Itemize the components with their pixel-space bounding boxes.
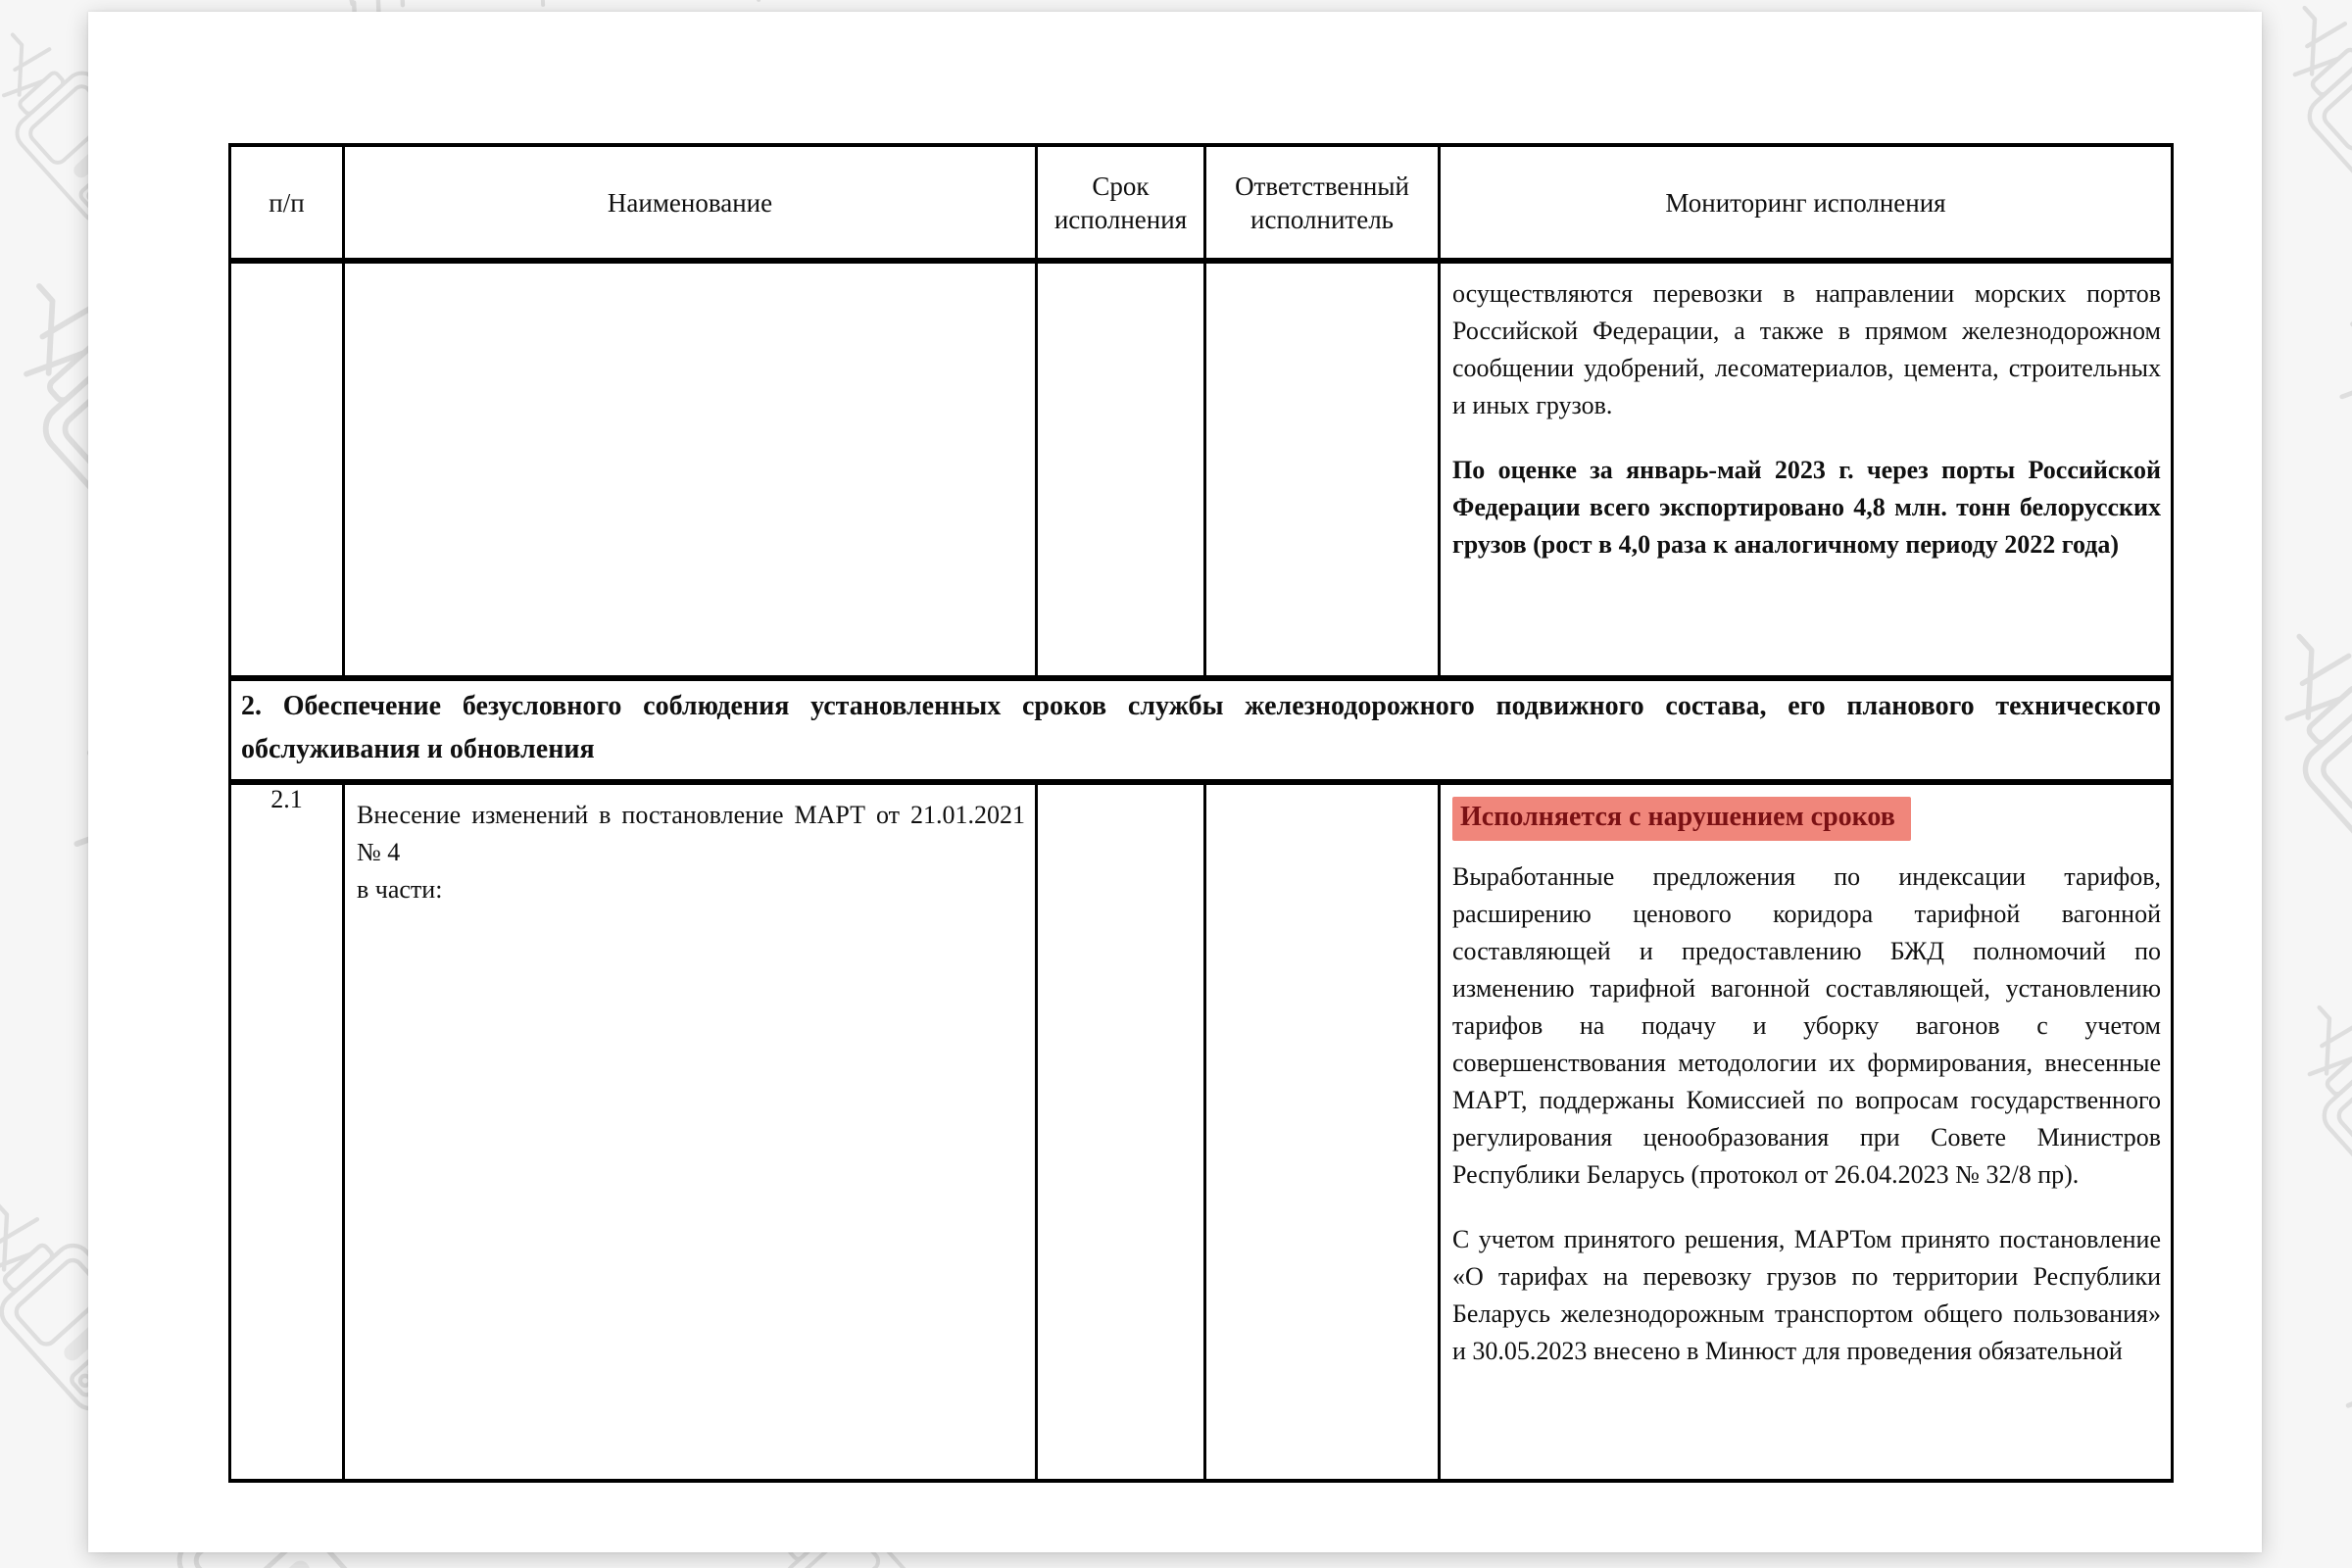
col-header-num: п/п bbox=[230, 145, 344, 261]
document-page bbox=[88, 12, 2262, 1552]
cell-monitoring bbox=[1440, 261, 2173, 678]
status-badge: Исполняется с нарушением сроков bbox=[1452, 797, 1911, 841]
monitoring-paragraph: Выработанные предложения по индексации тарифов, расширению ценового коридора тарифной вагонной составляющей и предоставлению БЖД полномочий по изменению тарифной вагонной составляющей, установлению тарифов на подачу и уборку вагонов с учетом совершенствования методологии их формирования, внесенные МАРТ, поддержаны Комиссией по вопросам государственного регулирования ценообразования при Совете Министров Республики Беларусь (протокол от 26.04.2023 № 32/8 пр). bbox=[1452, 862, 2161, 1189]
table-row-continuation bbox=[230, 261, 2173, 678]
task-name-subtext: в части: bbox=[357, 875, 443, 904]
col-header-executor: Ответственный исполнитель bbox=[1205, 145, 1440, 261]
cell-executor-empty bbox=[1205, 782, 1440, 1481]
cell-monitoring bbox=[1440, 782, 2173, 1481]
cell-executor-empty bbox=[1205, 261, 1440, 678]
cell-num-empty bbox=[230, 261, 344, 678]
monitoring-paragraph: С учетом принятого решения, МАРТом принято постановление «О тарифах на перевозку грузов по территории Республики Беларусь железнодорожным транспортом общего пользования» и 30.05.2023 внесено в Минюст для проведения обязательной bbox=[1452, 1225, 2161, 1365]
col-header-monitoring: Мониторинг исполнения bbox=[1440, 145, 2173, 261]
section-2-title: 2. Обеспечение безусловного соблюдения установленных сроков службы железнодорожного подвижного состава, его планового технического обслуживания и обновления bbox=[230, 678, 2173, 782]
execution-monitoring-table bbox=[228, 143, 2174, 1483]
table-row-2-1 bbox=[230, 782, 2173, 1481]
table-header-row bbox=[230, 145, 2173, 261]
monitoring-paragraph: осуществляются перевозки в направлении морских портов Российской Федерации, а также в прямом железнодорожном сообщении удобрений, лесоматериалов, цемента, строительных и иных грузов. bbox=[1452, 279, 2161, 419]
cell-term-empty bbox=[1037, 782, 1205, 1481]
cell-term-empty bbox=[1037, 261, 1205, 678]
col-header-term: Срок исполнения bbox=[1037, 145, 1205, 261]
monitoring-paragraph-bold: По оценке за январь-май 2023 г. через порты Российской Федерации всего экспортировано 4,8 млн. тонн белорусских грузов (рост в 4,0 раза к аналогичному периоду 2022 года) bbox=[1452, 456, 2161, 559]
cell-task-name bbox=[344, 782, 1037, 1481]
col-header-name: Наименование bbox=[344, 145, 1037, 261]
cell-name-empty bbox=[344, 261, 1037, 678]
task-name-text: Внесение изменений в постановление МАРТ от 21.01.2021 № 4 bbox=[357, 801, 1025, 866]
section-2-header-row bbox=[230, 678, 2173, 782]
cell-row-number: 2.1 bbox=[230, 782, 344, 1481]
